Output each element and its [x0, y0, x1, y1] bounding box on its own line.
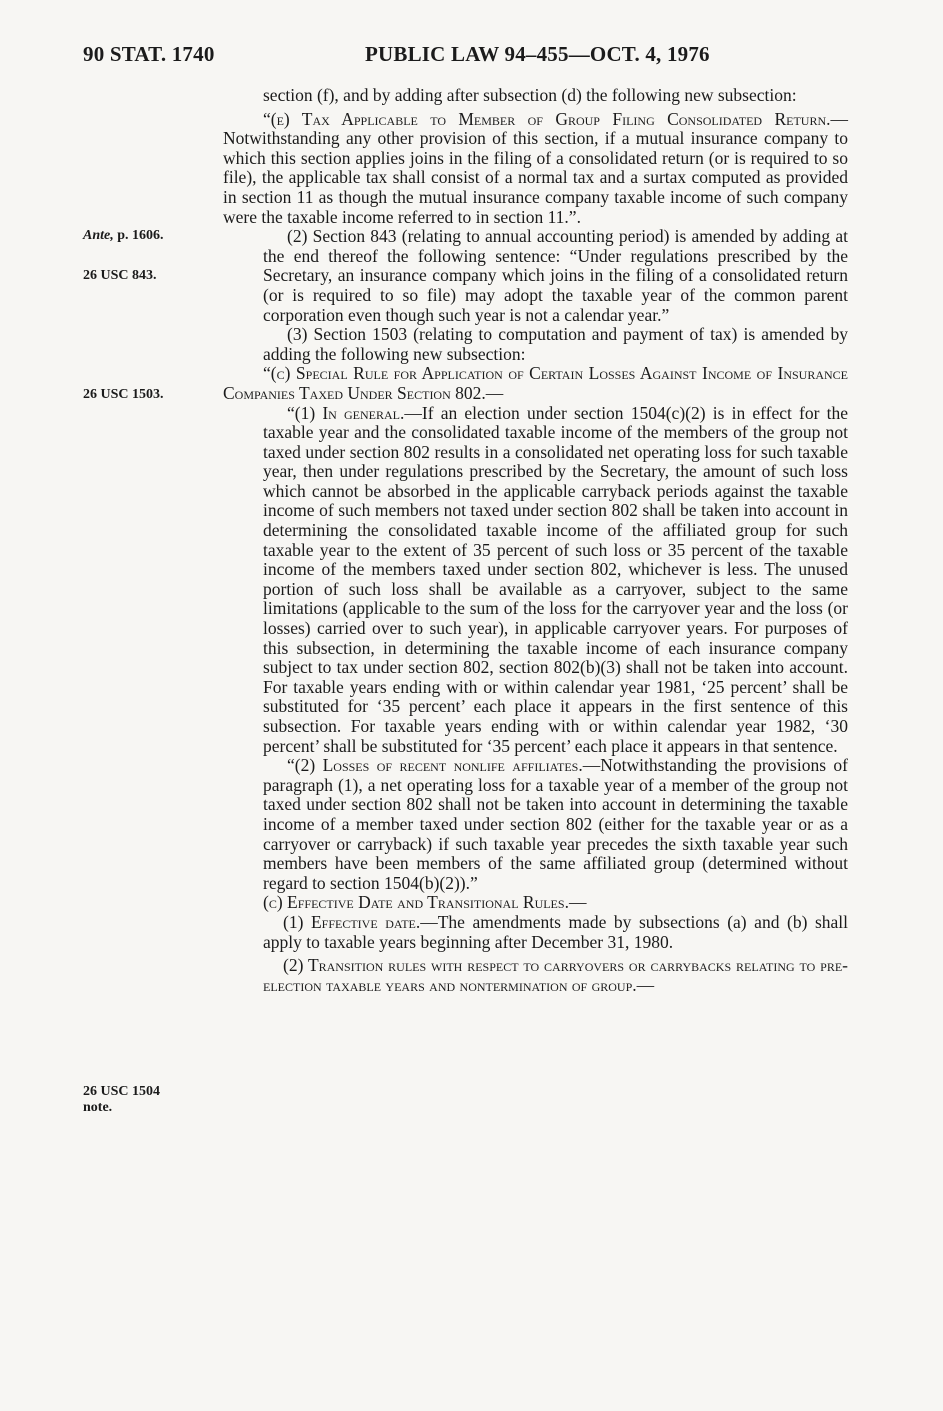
- transition-rules-heading: (2) Transition rules with respect to carryovers or carrybacks relating to pre-election taxable years and nontermination of group.—: [263, 955, 848, 995]
- sidenote-usc-1504-line1: 26 USC 1504: [83, 1084, 161, 1099]
- losses-nonlife-heading: “(2) Losses of recent nonlife affiliates.—: [287, 755, 601, 776]
- sidenote-usc-1504: [83, 1084, 160, 1116]
- sidenote-ante-page: p. 1606.: [117, 228, 164, 243]
- page-header: [83, 42, 863, 72]
- special-rule-heading: “(c) Special Rule for Application of Certain Losses Against Income of Insurance Companies Taxed Under Section 802.—: [223, 363, 848, 403]
- paragraph-subsection-e: [223, 110, 848, 228]
- paragraph-effective-date: [223, 913, 848, 952]
- subsection-e-heading: “(e) Tax Applicable to Member of Group Filing Consolidated Return.—: [263, 108, 848, 129]
- paragraph-section-843: (2) Section 843 (relating to annual accounting period) is amended by adding at the end thereof the following sentence: “Under regulations prescribed by the Secretary, an insurance company which joins in the filing of a consolidated return (or is required to so file) may adopt the taxable year of the common parent corporation even though such year is not a calendar year.”: [263, 226, 848, 325]
- sidenote-ante: [83, 228, 164, 244]
- paragraph-losses-nonlife: [223, 756, 848, 893]
- effective-date-heading: (1) Effective date.—: [283, 911, 438, 932]
- paragraph-effective-date-heading: [223, 893, 848, 913]
- losses-nonlife-text: Notwithstanding the provisions of paragraph (1), a net operating loss for a taxable year of a member of the group not taxed under section 802 shall not be taken into account in determining the taxable income of a member taxed under section 802 (either for the taxable year or as a carryover or carryback) if such taxable year precedes the sixth taxable year such members have been members of the same affiliated group (determined without regard to section 1504(b)(2)).”: [263, 755, 849, 893]
- effective-date-transitional-heading: (c) Effective Date and Transitional Rules.—: [263, 892, 587, 913]
- sidenote-usc-843: 26 USC 843.: [83, 268, 157, 283]
- statute-page-number: 90 STAT. 1740: [83, 42, 215, 66]
- effective-date-text: The amendments made by subsections (a) and (b) shall apply to taxable years beginning after December 31, 1980.: [263, 911, 848, 952]
- sidenote-usc-1504-line2: note.: [83, 1100, 113, 1115]
- paragraph-section-f: section (f), and by adding after subsection (d) the following new subsection:: [263, 85, 797, 105]
- paragraph-in-general: [223, 404, 848, 757]
- paragraph-subsection-c-special-rule: [223, 364, 848, 403]
- sidenote-usc-1503: 26 USC 1503.: [83, 387, 164, 402]
- public-law-title: PUBLIC LAW 94–455—OCT. 4, 1976: [365, 42, 710, 66]
- subsection-e-text: Notwithstanding any other provision of this section, if a mutual insurance company to which this section applies joins in the filing of a consolidated return (or is required to so file), the applicable tax shall consist of a normal tax and a surtax computed as provided in section 11 as though the mutual insurance company taxable income of such company were the taxable income referred to in section 11.”.: [223, 128, 848, 227]
- in-general-text: If an election under section 1504(c)(2) is in effect for the taxable year and the consolidated taxable income of the members of the group not taxed under section 802 results in a consolidated net operating loss for such taxable year, then under regulations prescribed by the Secretary, the amount of such loss which cannot be absorbed in the applicable carryback periods against the taxable income of such members not taxed under section 802 shall be taken into account in determining the consolidated taxable income of the affiliated group for such taxable year to the extent of 35 percent of such loss or 35 percent of the taxable income of the members taxed under section 802, whichever is less. The unused portion of such loss shall be available as a carryover, subject to the same limitations (applicable to the sum of the loss for the carryover year and the loss (or losses) carried over to such year), in applicable carryover years. For purposes of this subsection, in determining the taxable income of each insurance company subject to tax under section 802, section 802(b)(3) shall not be taken into account. For taxable years ending with or within calendar year 1981, ‘25 percent’ shall be substituted for ‘35 percent’ each place it appears in the first sentence of this subsection. For taxable years ending with or within calendar year 1982, ‘30 percent’ shall be substituted for ‘35 percent’ each place it appears in that sentence.: [263, 402, 848, 756]
- paragraph-section-1503: (3) Section 1503 (relating to computation and payment of tax) is amended by adding the following new subsection:: [263, 324, 848, 364]
- sidenote-ante-prefix: Ante,: [83, 228, 114, 243]
- in-general-heading: “(1) In general.—: [287, 402, 422, 423]
- statute-body: [223, 86, 848, 995]
- paragraph-transition-rules: [223, 956, 848, 995]
